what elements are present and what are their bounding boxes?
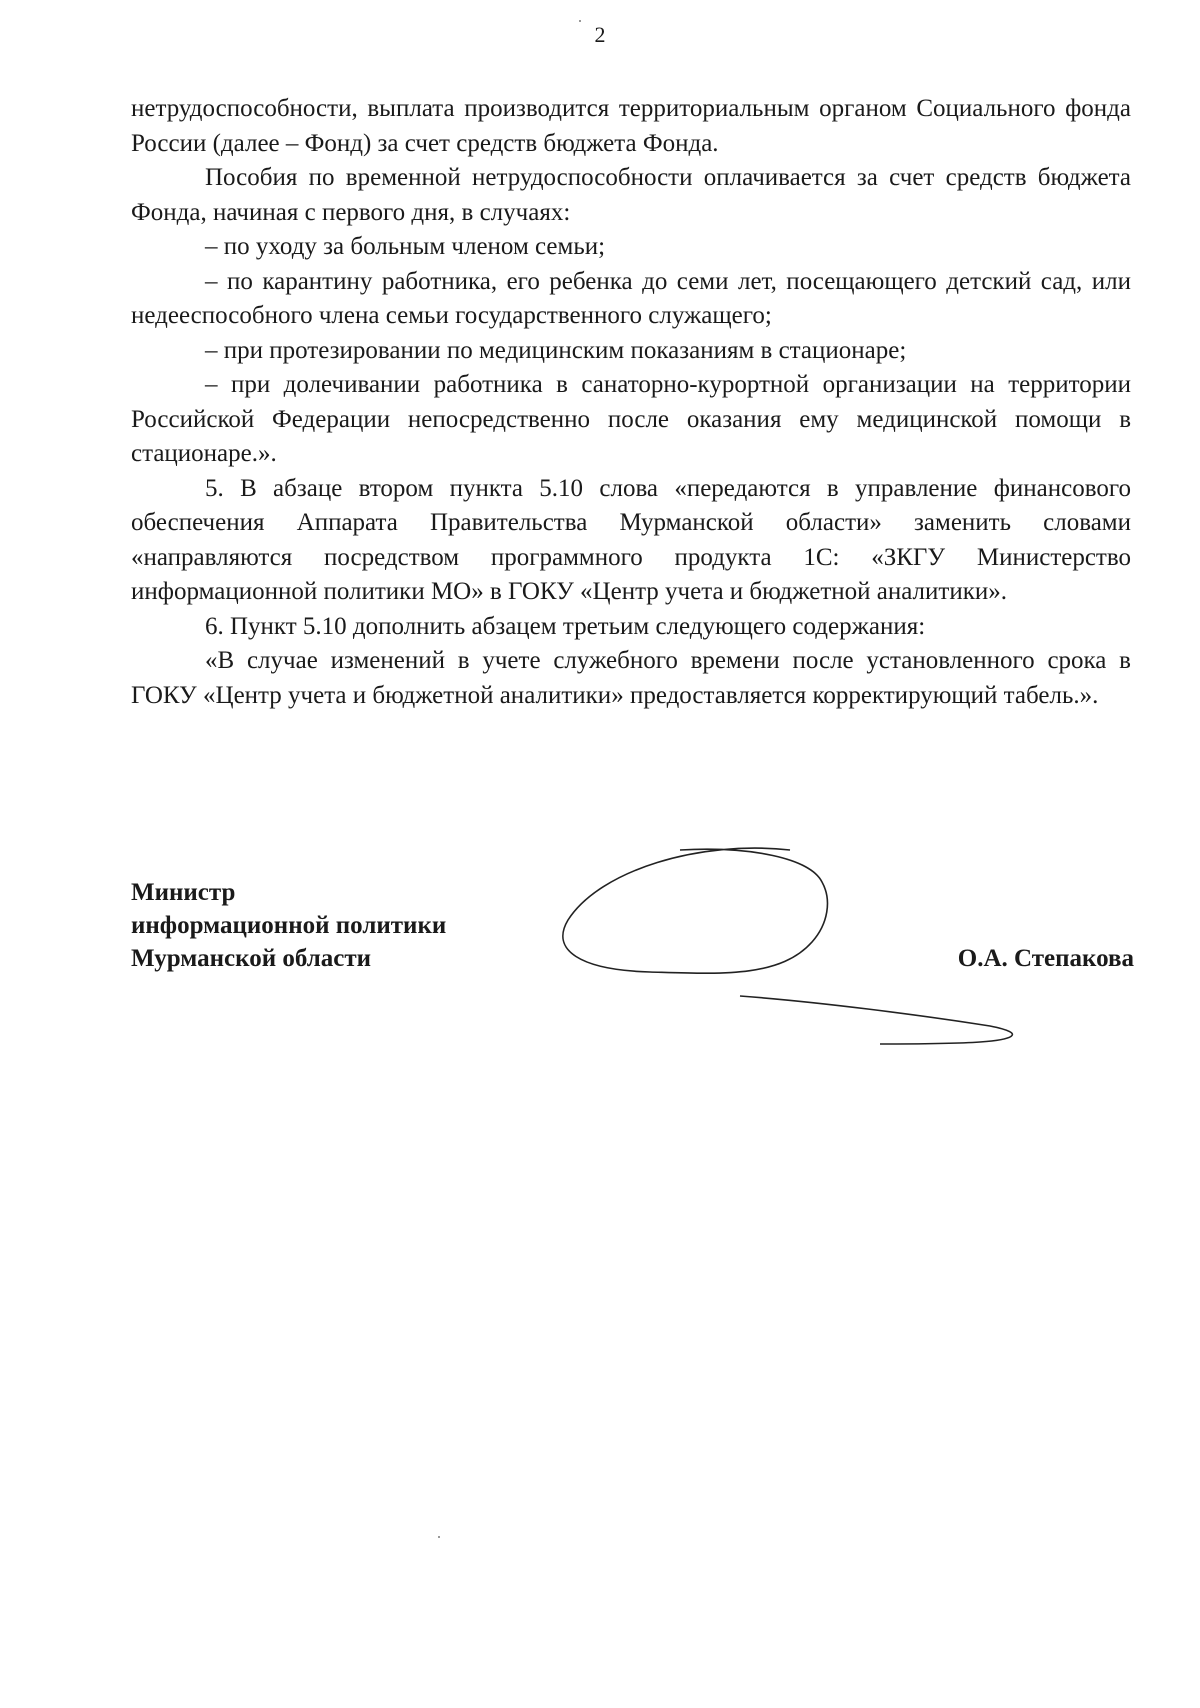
- page-number: 2: [594, 22, 606, 47]
- list-item-quarantine: – по карантину работника, его ребенка до семи лет, посещающего детский сад, или недееспособного члена семьи государственного служащего;: [131, 267, 1131, 329]
- scan-speck: [579, 20, 581, 22]
- list-item-prosthetics: – при протезировании по медицинским показаниям в стационаре;: [205, 336, 907, 364]
- paragraph-continuation: нетрудоспособности, выплата производится территориальным органом Социального фонда России (далее – Фонд) за счет средств бюджета Фонда.: [131, 95, 1131, 157]
- document-body: [131, 92, 1131, 713]
- list-item-family-care: – по уходу за больным членом семьи;: [205, 233, 606, 260]
- signatory-title-line: информационной политики: [131, 912, 447, 939]
- signatory-name: О.А. Степакова: [957, 945, 1134, 972]
- list-item-aftercare: – при долечивании работника в санаторно-курортной организации на территории Российской Федерации непосредственно после оказания ему медицинской помощи в стационаре.».: [131, 371, 1131, 467]
- scan-speck: [438, 1536, 440, 1538]
- paragraph-item-5: 5. В абзаце втором пункта 5.10 слова «передаются в управление финансового обеспечения Аппарата Правительства Мурманской области» заменить словами «направляются посредством программного продукта 1С: «ЗКГУ Министерство информационной политики МО» в ГОКУ «Центр учета и бюджетной аналитики».: [131, 474, 1131, 605]
- signatory-title-line: Министр: [131, 879, 236, 906]
- signatory-title: [131, 876, 446, 975]
- signatory-title-line: Мурманской области: [131, 945, 372, 972]
- paragraph-benefits-intro: Пособия по временной нетрудоспособности оплачивается за счет средств бюджета Фонда, начиная с первого дня, в случаях:: [131, 164, 1131, 226]
- paragraph-item-6: 6. Пункт 5.10 дополнить абзацем третьим следующего содержания:: [205, 612, 926, 640]
- paragraph-quote: «В случае изменений в учете служебного времени после установленного срока в ГОКУ «Центр учета и бюджетной аналитики» предоставляется корректирующий табель.».: [131, 647, 1131, 709]
